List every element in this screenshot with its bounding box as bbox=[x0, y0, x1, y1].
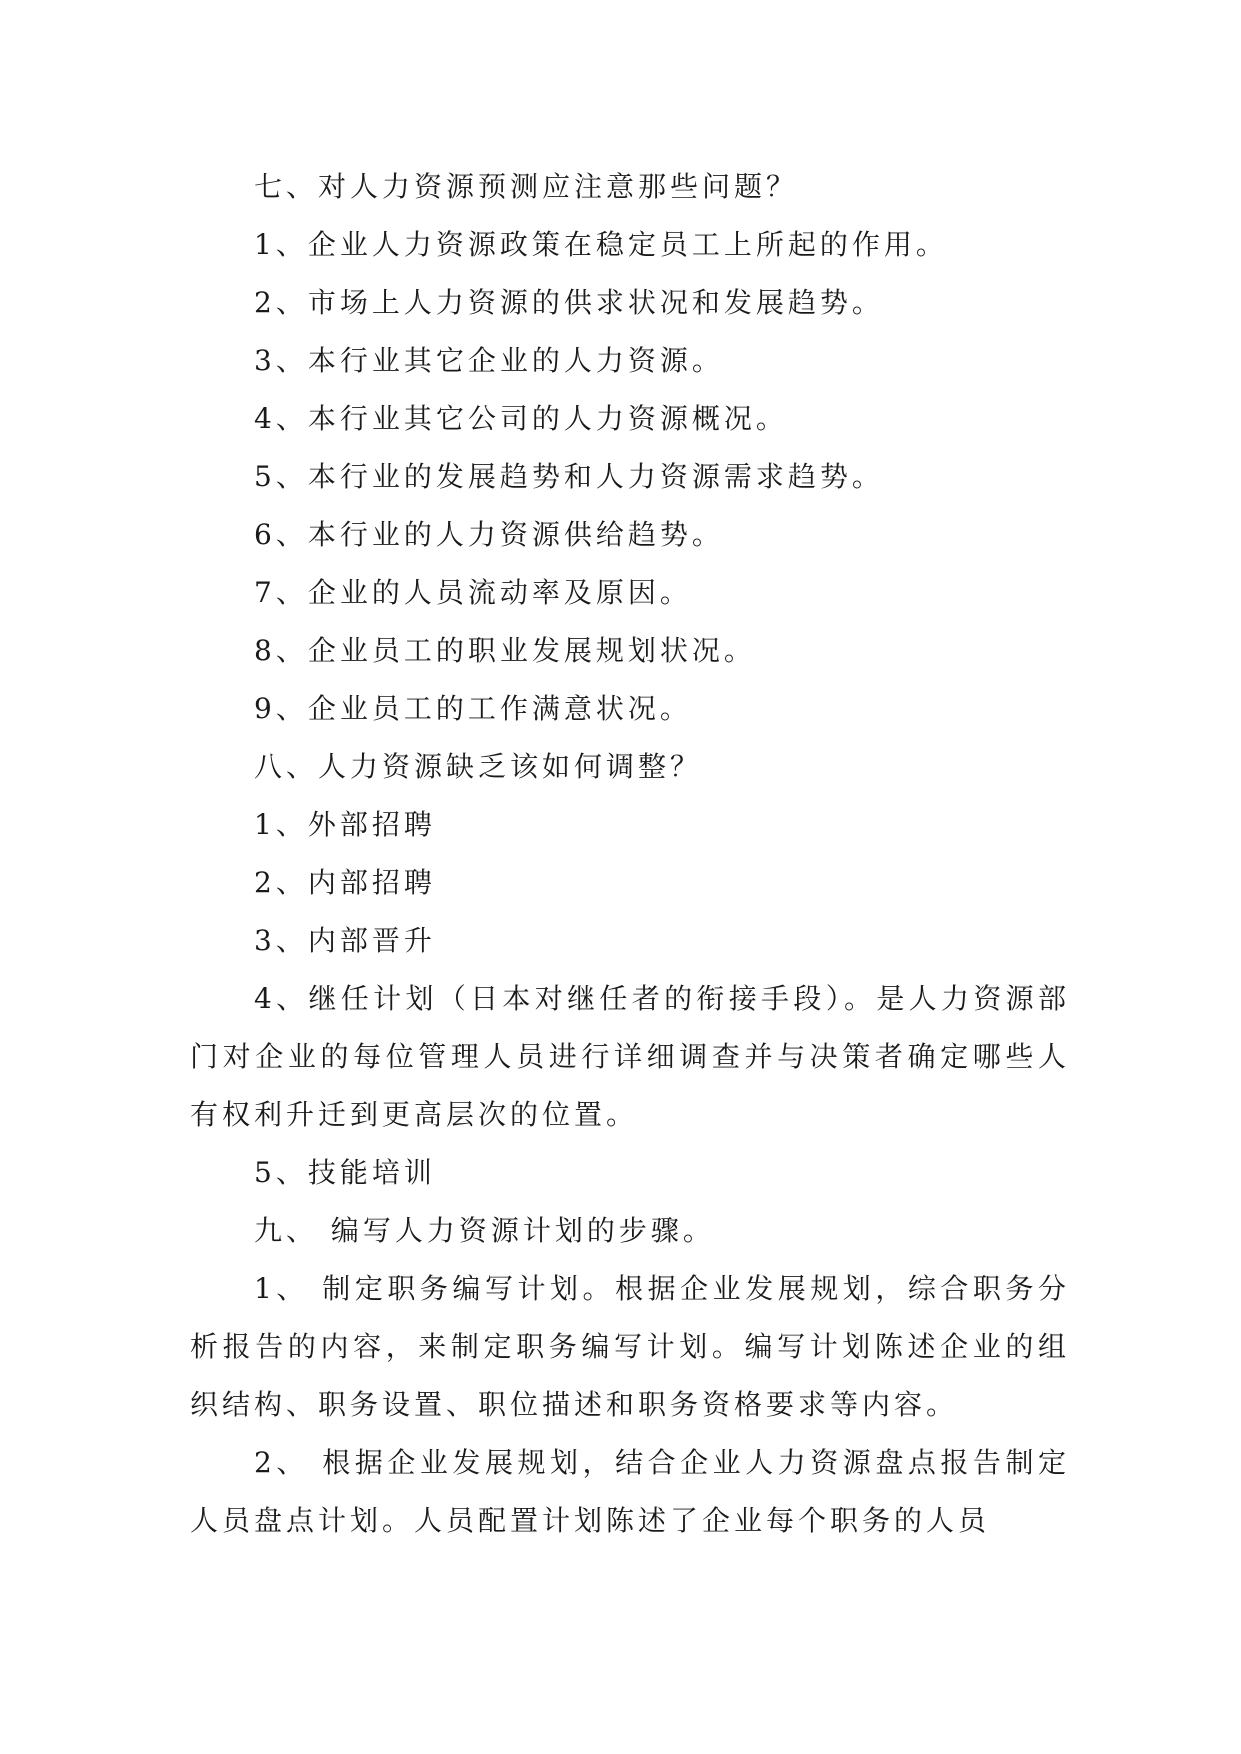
section-heading-9: 九、 编写人力资源计划的步骤。 bbox=[254, 1214, 715, 1247]
list-item: 1、 制定职务编写计划。根据企业发展规划，综合职务分析报告的内容，来制定职务编写计划。编写计划陈述企业的组织结构、职务设置、职位描述和职务资格要求等内容。 bbox=[190, 1272, 1070, 1421]
section-heading-7: 七、对人力资源预测应注意那些问题？ bbox=[254, 170, 799, 203]
list-item: 3、本行业其它企业的人力资源。 bbox=[254, 344, 724, 377]
list-item: 9、企业员工的工作满意状况。 bbox=[254, 692, 692, 725]
list-item: 5、技能培训 bbox=[254, 1156, 436, 1189]
list-item: 5、本行业的发展趋势和人力资源需求趋势。 bbox=[254, 460, 884, 493]
list-item: 7、企业的人员流动率及原因。 bbox=[254, 576, 692, 609]
list-item: 2、内部招聘 bbox=[254, 866, 436, 899]
section-heading-8: 八、人力资源缺乏该如何调整？ bbox=[254, 750, 703, 783]
list-item: 1、外部招聘 bbox=[254, 808, 436, 841]
list-item: 8、企业员工的职业发展规划状况。 bbox=[254, 634, 756, 667]
list-item: 4、本行业其它公司的人力资源概况。 bbox=[254, 402, 788, 435]
document-body bbox=[190, 158, 1070, 1550]
list-item: 6、本行业的人力资源供给趋势。 bbox=[254, 518, 724, 551]
list-item: 2、 根据企业发展规划，结合企业人力资源盘点报告制定人员盘点计划。人员配置计划陈述了企业每个职务的人员 bbox=[190, 1446, 1070, 1537]
list-item: 2、市场上人力资源的供求状况和发展趋势。 bbox=[254, 286, 884, 319]
list-item: 1、企业人力资源政策在稳定员工上所起的作用。 bbox=[254, 228, 948, 261]
list-item: 3、内部晋升 bbox=[254, 924, 436, 957]
list-item: 4、继任计划（日本对继任者的衔接手段）。是人力资源部门对企业的每位管理人员进行详细调查并与决策者确定哪些人有权利升迁到更高层次的位置。 bbox=[190, 982, 1070, 1131]
